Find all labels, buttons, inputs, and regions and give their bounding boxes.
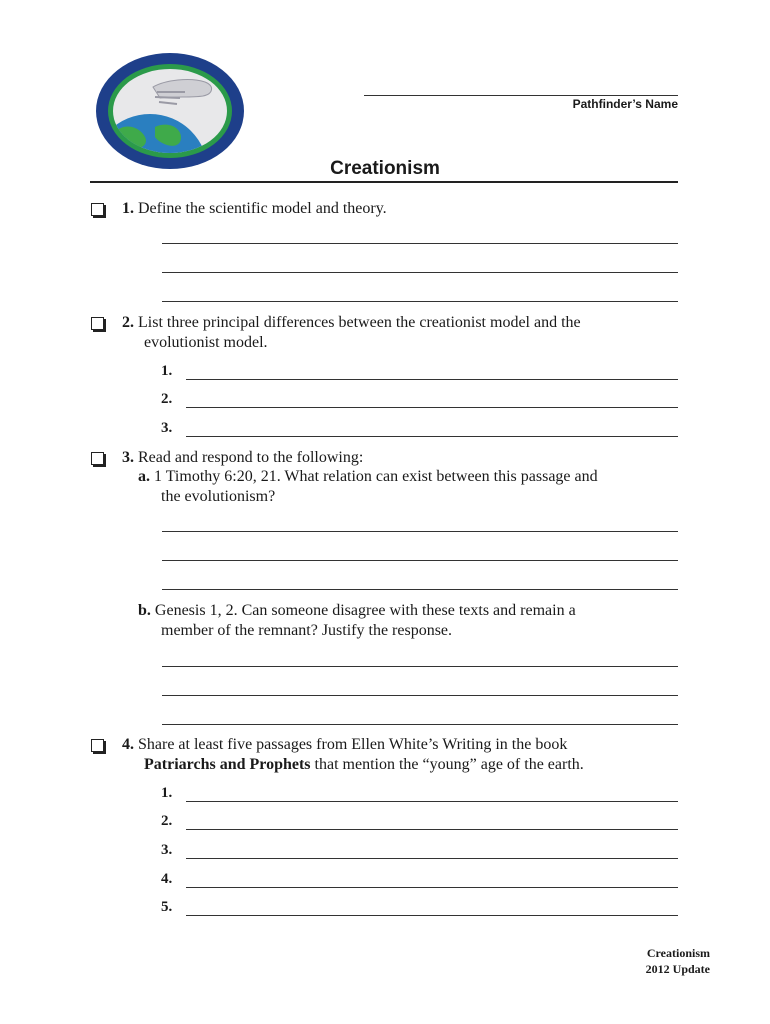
- q4-item-1: 1.: [161, 785, 173, 801]
- name-signature-line[interactable]: [364, 95, 678, 96]
- q3a-label: a.: [138, 468, 150, 485]
- title-rule: [90, 181, 678, 183]
- q4-item-4: 4.: [161, 871, 173, 887]
- q3a-answer-line[interactable]: [162, 589, 678, 590]
- q3b-text-continued: member of the remnant? Justify the response.: [161, 622, 453, 639]
- q3b-text: Genesis 1, 2. Can someone disagree with these texts and remain a: [154, 602, 576, 619]
- q3a-text: 1 Timothy 6:20, 21. What relation can exist between this passage and: [154, 468, 598, 485]
- q3b-label: b.: [138, 602, 151, 619]
- q3b-answer-line[interactable]: [162, 695, 678, 696]
- q2-number: 2.: [122, 314, 134, 331]
- q2-item-3: 3.: [161, 420, 173, 436]
- checkbox-q2[interactable]: [91, 317, 104, 330]
- q3a-answer-line[interactable]: [162, 531, 678, 532]
- q3a-answer-line[interactable]: [162, 560, 678, 561]
- q1-answer-line[interactable]: [162, 243, 678, 244]
- q4-item-5: 5.: [161, 899, 173, 915]
- q2-answer-line-3[interactable]: [186, 436, 678, 437]
- q4-text: Share at least five passages from Ellen White’s Writing in the book: [138, 736, 568, 753]
- footer-title: Creationism: [646, 946, 710, 960]
- q1-answer-line[interactable]: [162, 301, 678, 302]
- q4-answer-line-4[interactable]: [186, 887, 678, 888]
- q2-answer-line-1[interactable]: [186, 379, 678, 380]
- q2-item-1: 1.: [161, 363, 173, 379]
- q4-text-continued: that mention the “young” age of the earth.: [310, 756, 584, 773]
- q4-answer-line-1[interactable]: [186, 801, 678, 802]
- q4-item-3: 3.: [161, 842, 173, 858]
- q3b-answer-line[interactable]: [162, 724, 678, 725]
- q4-number: 4.: [122, 736, 134, 753]
- q4-answer-line-2[interactable]: [186, 829, 678, 830]
- q2-item-2: 2.: [161, 391, 173, 407]
- q3-number: 3.: [122, 449, 134, 466]
- q2-text: List three principal differences between the creationist model and the: [138, 314, 581, 331]
- checkbox-q4[interactable]: [91, 739, 104, 752]
- q1-number: 1.: [122, 200, 134, 217]
- creationism-badge-logo: [95, 52, 245, 170]
- q1-text: Define the scientific model and theory.: [138, 200, 387, 217]
- q4-item-2: 2.: [161, 813, 173, 829]
- q4-book-title: Patriarchs and Prophets: [144, 756, 311, 773]
- q3-text: Read and respond to the following:: [138, 449, 364, 466]
- q2-answer-line-2[interactable]: [186, 407, 678, 408]
- page-title: Creationism: [330, 158, 440, 179]
- q3a-text-continued: the evolutionism?: [161, 488, 276, 505]
- footer-update: 2012 Update: [645, 962, 710, 976]
- checkbox-q1[interactable]: [91, 203, 104, 216]
- name-label: Pathfinder’s Name: [572, 97, 678, 111]
- q1-answer-line[interactable]: [162, 272, 678, 273]
- q4-answer-line-5[interactable]: [186, 915, 678, 916]
- q3b-answer-line[interactable]: [162, 666, 678, 667]
- q4-answer-line-3[interactable]: [186, 858, 678, 859]
- q2-text-continued: evolutionist model.: [144, 334, 268, 351]
- checkbox-q3[interactable]: [91, 452, 104, 465]
